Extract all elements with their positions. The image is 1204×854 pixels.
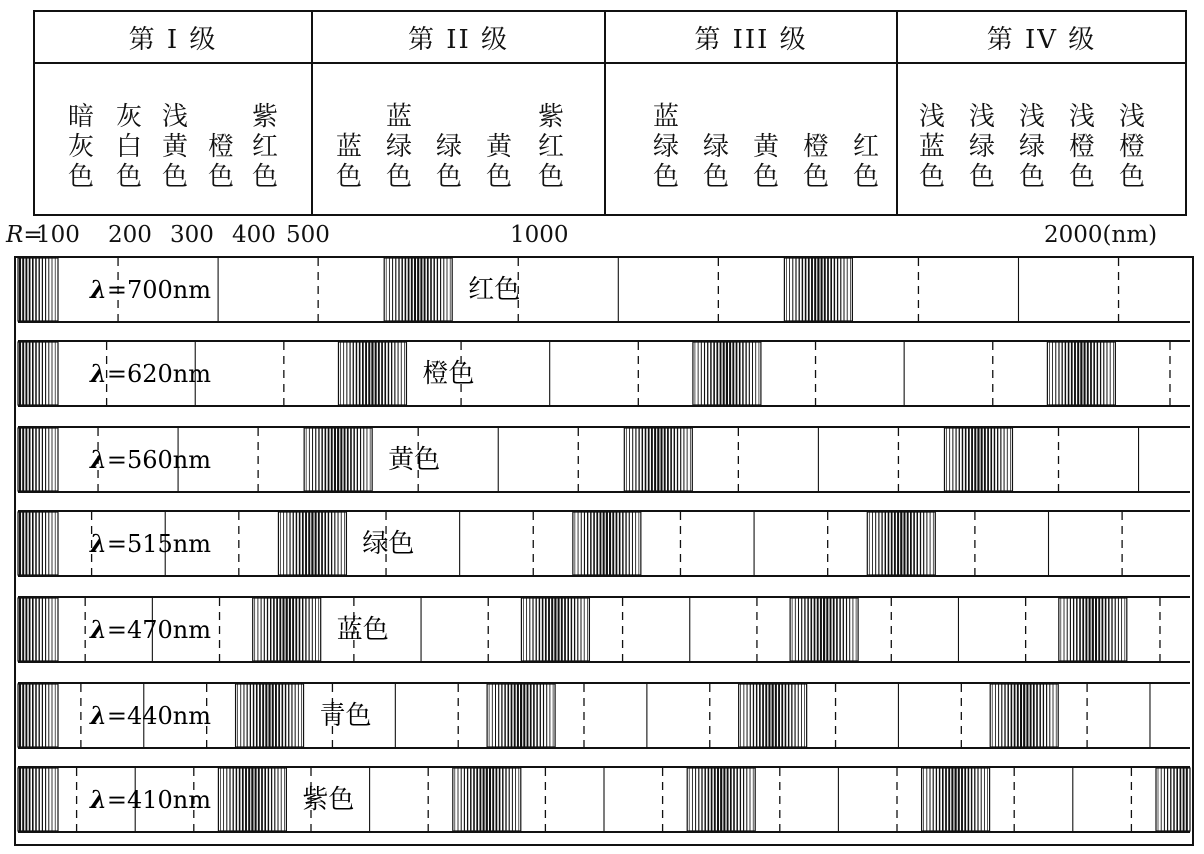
color-name-char: 色 [852, 162, 879, 192]
color-name-char: 黄 [161, 132, 188, 162]
color-name-char: 橙 [207, 132, 234, 162]
retardation-prefix: R= [6, 222, 43, 248]
order-column-2 [313, 12, 606, 214]
lambda-symbol: λ [90, 445, 107, 474]
strip-color-name: 绿色 [362, 529, 415, 559]
strip-color-name: 红色 [468, 275, 521, 305]
color-name-char: 灰 [115, 102, 142, 132]
color-name-char: 色 [161, 162, 188, 192]
wavelength-label [89, 615, 211, 644]
color-name [205, 132, 237, 192]
color-name-char: 色 [385, 162, 412, 192]
color-name [916, 102, 948, 192]
color-name-char: 色 [537, 162, 564, 192]
wavelength-value: =560nm [106, 446, 211, 474]
order-colors [35, 64, 311, 218]
color-name-char: 黄 [485, 132, 512, 162]
color-name-char: 橙 [1118, 132, 1145, 162]
color-name-char: 白 [115, 132, 142, 162]
wavelength-value: =620nm [106, 360, 211, 388]
retardation-scale [0, 220, 1204, 252]
wavelength-label [89, 701, 211, 730]
lambda-symbol: λ [90, 529, 107, 558]
color-name [65, 102, 97, 192]
interference-order-table [33, 10, 1187, 216]
color-name-char: 色 [67, 162, 94, 192]
wavelength-label [89, 785, 211, 814]
strip-color-name: 黄色 [388, 445, 441, 475]
lambda-symbol: λ [90, 701, 107, 730]
scale-tick-label: 1000 [510, 222, 569, 248]
color-name [483, 132, 515, 192]
color-name-char: 绿 [1018, 132, 1045, 162]
color-name-char: 色 [1118, 162, 1145, 192]
color-name-char: 色 [335, 162, 362, 192]
color-name-char: 浅 [1018, 102, 1045, 132]
order-colors [313, 64, 604, 218]
color-name-char: 暗 [67, 102, 94, 132]
scale-tick-label: 300 [170, 222, 214, 248]
color-name-char: 色 [918, 162, 945, 192]
color-name-char: 色 [435, 162, 462, 192]
color-name [800, 132, 832, 192]
lambda-symbol: λ [90, 615, 107, 644]
color-name-char: 色 [802, 162, 829, 192]
color-name [750, 132, 782, 192]
order-colors [606, 64, 896, 218]
scale-tick-label: 100 [36, 222, 80, 248]
color-name-char: 灰 [67, 132, 94, 162]
wavelength-value: =410nm [106, 786, 211, 814]
wavelength-value: =700nm [106, 276, 211, 304]
color-name-char: 红 [537, 132, 564, 162]
color-name [1016, 102, 1048, 192]
order-header: 第 III 级 [606, 12, 896, 64]
color-name-char: 绿 [968, 132, 995, 162]
color-name-char: 绿 [652, 132, 679, 162]
lambda-symbol: λ [90, 785, 107, 814]
color-name-char: 浅 [968, 102, 995, 132]
lambda-symbol: λ [90, 275, 107, 304]
color-name-char: 紫 [251, 102, 278, 132]
color-name-char: 色 [1018, 162, 1045, 192]
scale-tick-label: 2000(nm) [1044, 222, 1158, 248]
color-name-char: 绿 [435, 132, 462, 162]
lambda-symbol: λ [90, 359, 107, 388]
color-name-char: 绿 [702, 132, 729, 162]
wavelength-label [89, 529, 211, 558]
color-name-char: 浅 [1118, 102, 1145, 132]
color-name-char: 色 [115, 162, 142, 192]
color-name-char: 橙 [802, 132, 829, 162]
wavelength-value: =515nm [106, 530, 211, 558]
color-name [1116, 102, 1148, 192]
order-colors [898, 64, 1185, 218]
color-name [850, 132, 882, 192]
order-header: 第 I 级 [35, 12, 311, 64]
wavelength-value: =470nm [106, 616, 211, 644]
order-column-1 [35, 12, 313, 214]
order-column-3 [606, 12, 898, 214]
color-name-char: 红 [251, 132, 278, 162]
color-name-char: 色 [652, 162, 679, 192]
strip-color-name: 橙色 [422, 359, 475, 389]
strip-color-name: 青色 [319, 701, 372, 731]
wavelength-label [89, 445, 211, 474]
color-name [113, 102, 145, 192]
interference-band-chart [14, 256, 1194, 846]
color-name-char: 橙 [1068, 132, 1095, 162]
color-name [333, 132, 365, 192]
color-name [700, 132, 732, 192]
color-name [535, 102, 567, 192]
order-header: 第 IV 级 [898, 12, 1185, 64]
scale-tick-label: 500 [286, 222, 330, 248]
color-name-char: 绿 [385, 132, 412, 162]
order-header: 第 II 级 [313, 12, 604, 64]
color-name-char: 色 [251, 162, 278, 192]
scale-tick-label: 200 [108, 222, 152, 248]
color-name [383, 102, 415, 192]
color-name-char: 色 [968, 162, 995, 192]
color-name [650, 102, 682, 192]
color-name-char: 蓝 [335, 132, 362, 162]
color-name-char: 蓝 [918, 132, 945, 162]
color-name-char: 浅 [918, 102, 945, 132]
color-name-char: 黄 [752, 132, 779, 162]
color-name-char: 色 [1068, 162, 1095, 192]
color-name-char: 紫 [537, 102, 564, 132]
color-name-char: 蓝 [652, 102, 679, 132]
order-column-4 [898, 12, 1185, 214]
color-name-char: 色 [485, 162, 512, 192]
color-name-char: 色 [702, 162, 729, 192]
wavelength-label [89, 359, 211, 388]
color-name [159, 102, 191, 192]
color-name [249, 102, 281, 192]
color-name-char: 色 [752, 162, 779, 192]
strip-color-name: 蓝色 [336, 615, 389, 645]
color-name-char: 蓝 [385, 102, 412, 132]
color-name [433, 132, 465, 192]
wavelength-label [89, 275, 211, 304]
color-name-char: 浅 [161, 102, 188, 132]
color-name-char: 色 [207, 162, 234, 192]
wavelength-value: =440nm [106, 702, 211, 730]
color-name [1066, 102, 1098, 192]
strip-color-name: 紫色 [302, 785, 355, 815]
color-name-char: 浅 [1068, 102, 1095, 132]
color-name-char: 红 [852, 132, 879, 162]
color-name [966, 102, 998, 192]
scale-tick-label: 400 [232, 222, 276, 248]
